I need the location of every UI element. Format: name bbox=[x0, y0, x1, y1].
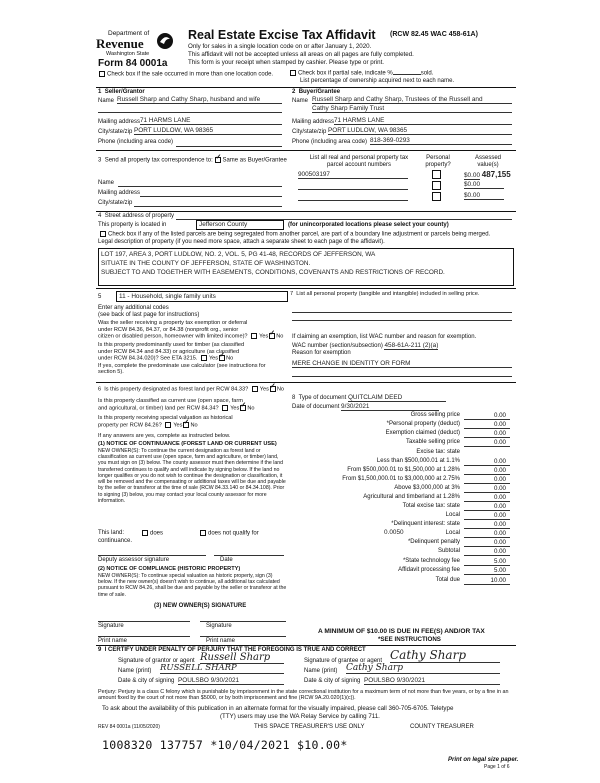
dept-line3: Washington State bbox=[106, 51, 150, 57]
historic-yes-checkbox[interactable] bbox=[165, 422, 171, 428]
tax-row-value[interactable]: 0.00 bbox=[493, 412, 506, 419]
tax-row-value[interactable]: 0.00 bbox=[493, 530, 506, 537]
continuance-label: continuance. bbox=[98, 538, 133, 544]
local-rate: 0.0050 bbox=[384, 529, 404, 536]
grantee-date-field[interactable]: POULSBO 9/30/2021 bbox=[364, 677, 500, 685]
tax-row-label: Total excise tax: state bbox=[402, 503, 460, 509]
tax-row-line bbox=[464, 510, 510, 511]
tax-row-line bbox=[464, 428, 510, 429]
tax-row-label: Subtotal bbox=[437, 548, 460, 554]
personal-checkbox-3[interactable] bbox=[432, 192, 441, 201]
accessibility-line-2: (TTY) users may use the WA Relay Service by calling 711. bbox=[220, 713, 380, 720]
tax-row-value[interactable]: 5.00 bbox=[493, 567, 506, 574]
seller-city-field[interactable]: PORT LUDLOW, WA 98365 bbox=[134, 127, 282, 135]
see-back-label: (see back of last page for instructions) bbox=[98, 312, 200, 318]
county-treasurer: COUNTY TREASURER bbox=[410, 724, 474, 730]
list-percentage-note: List percentage of ownership acquired next to each name. bbox=[300, 78, 455, 84]
buyer-city-label: City/state/zip bbox=[292, 129, 327, 135]
seller-heading: 1 Seller/Grantor bbox=[98, 89, 145, 95]
assessed-header: Assessed value(s) bbox=[474, 155, 501, 168]
buyer-name-field-2[interactable]: Cathy Sharp Family Trust bbox=[312, 105, 512, 113]
notice1-title: (1) NOTICE OF CONTINUANCE (FOREST LAND OR CURRENT USE) bbox=[98, 441, 277, 447]
tax-row-line bbox=[464, 555, 510, 556]
tax-row-label: From $500,000.01 to $1,500,000 at 1.28% bbox=[347, 467, 460, 473]
assessed-value-1[interactable]: $0.00 487,155 bbox=[464, 170, 511, 179]
seller-city-label: City/state/zip bbox=[98, 129, 133, 135]
new-owner-print-2[interactable]: Print name bbox=[206, 638, 236, 644]
street-address-label: 4 Street address of property bbox=[98, 213, 175, 219]
historic-no-checkbox[interactable] bbox=[183, 422, 189, 428]
personal-checkbox-2[interactable] bbox=[432, 181, 441, 190]
buyer-phone-label: Phone (including area code) bbox=[292, 139, 368, 145]
dor-logo-icon bbox=[156, 32, 174, 50]
partial-sale-check[interactable]: Check box if partial sale, indicate % sold. bbox=[288, 70, 433, 77]
corr-city-field[interactable] bbox=[134, 206, 282, 207]
tax-row-value[interactable]: 5.00 bbox=[493, 558, 506, 565]
tax-row-value[interactable]: 0.00 bbox=[493, 494, 506, 501]
new-owner-sig-heading: (3) NEW OWNER(S) SIGNATURE bbox=[154, 603, 247, 609]
treasurer-use: THIS SPACE TREASURER'S USE ONLY bbox=[254, 724, 365, 730]
treasurer-stamp: 1008320 137757 *10/04/2021 $10.00* bbox=[102, 738, 348, 752]
grantor-name-field[interactable]: RUSSELL SHARP bbox=[160, 663, 284, 674]
notice2-text: NEW OWNER(S): To continue special valuation as historic property, sign (3) below. If the new owner(s) doesn't wish to continue, all additional tax calculated pursuant to RCW 84.26, shall be due and payable by the seller or transferor at the time of sale. bbox=[98, 573, 287, 598]
historic-question: Is this property receiving special valuation as historical property per RCW 84.26? Yes✓ No bbox=[98, 415, 288, 429]
parcel-number-1[interactable]: 900503197 bbox=[298, 171, 408, 179]
corr-mailing-label: Mailing address bbox=[98, 190, 141, 196]
current-no-checkbox[interactable] bbox=[240, 405, 246, 411]
tax-row-label: *State technology fee bbox=[402, 558, 460, 564]
timber-question: Is this property predominantly used for timber (as classified under RCW 84.34 and 84.33) or agriculture (as classified under RCW 84.34.020)? See ETA 3215. Yes✓ No If yes, complete the predominate use calculator (see instructions for section 5). bbox=[98, 342, 288, 376]
tax-row-line bbox=[464, 446, 510, 447]
legal-paper-note: Print on legal size paper. bbox=[448, 757, 519, 763]
additional-codes-label: Enter any additional codes bbox=[98, 305, 169, 311]
buyer-phone-field[interactable]: 818-369-0293 bbox=[370, 137, 512, 145]
q2-yes-checkbox[interactable] bbox=[201, 355, 207, 361]
tax-row-value[interactable]: 0.00 bbox=[493, 421, 506, 428]
tax-row-line bbox=[464, 437, 510, 438]
doc-date-field[interactable]: 9/30/2021 bbox=[341, 403, 439, 411]
exemption-question: Was the seller receiving a property tax exemption or deferral under RCW 84.36, 84.37, or 84.38 (nonprofit org., senior citizen or disabled person, homeowner with limited income)? Yes✓ No bbox=[98, 320, 288, 341]
header-note-3: This form is your receipt when stamped by cashier. Please type or print. bbox=[188, 59, 385, 66]
county-select[interactable]: Jefferson County bbox=[196, 220, 284, 230]
this-land-label: This land: bbox=[98, 530, 125, 536]
tax-row-line bbox=[464, 519, 510, 520]
tax-row-value[interactable]: 0.00 bbox=[493, 548, 506, 555]
seller-name-label: Name bbox=[98, 98, 115, 104]
corr-city-label: City/state/zip bbox=[98, 200, 133, 206]
form-rcw: (RCW 82.45 WAC 458-61A) bbox=[390, 31, 478, 38]
legal-line-2: SITUATE IN THE COUNTY OF JEFFERSON, STATE OF WASHINGTON. bbox=[101, 260, 311, 267]
tax-row-label: Exemption claimed (deduct) bbox=[385, 430, 460, 436]
legal-line-1: LOT 197, AREA 3, PORT LUDLOW, NO. 2, VOL. 5, PG 41-48, RECORDS OF JEFFERSON, WA bbox=[101, 251, 376, 258]
tax-row-line bbox=[464, 565, 510, 566]
grantee-sig-label: Signature of grantee or agent bbox=[304, 658, 383, 664]
doc-date-row: Date of document 9/30/2021 bbox=[292, 403, 439, 411]
seller-phone-field[interactable] bbox=[176, 146, 282, 147]
q1-no-checkbox[interactable] bbox=[269, 333, 275, 339]
wac-row: WAC number (section/subsection) 458-61A-211 (2)(a) bbox=[292, 342, 439, 349]
tax-row-value[interactable]: 0.00 bbox=[493, 485, 506, 492]
tax-row-value[interactable]: 0.00 bbox=[493, 521, 506, 528]
grantor-signature[interactable]: Russell Sharp bbox=[200, 652, 284, 664]
doc-type-field[interactable]: QUITCLAIM DEED bbox=[348, 394, 446, 402]
does-checkbox[interactable]: does bbox=[140, 530, 163, 537]
seller-mailing-label: Mailing address bbox=[98, 119, 141, 125]
tax-row-label: Above $3,000,000 at 3% bbox=[394, 485, 460, 491]
reason-field[interactable]: MERE CHANGE IN IDENTITY OR FORM bbox=[292, 360, 512, 368]
reason-label: Reason for exemption bbox=[292, 350, 351, 356]
personal-header: Personal property? bbox=[425, 155, 451, 168]
tax-row-line bbox=[464, 584, 510, 585]
multi-location-check[interactable]: Check box if the sale occurred in more than one location code. bbox=[97, 71, 273, 78]
tax-row-label: *Personal property (deduct) bbox=[386, 421, 460, 427]
current-use-question: Is this property classified as current use (open space, farm and agricultural, or timber) land per RCW 84.34? Yes✓ No bbox=[98, 398, 288, 412]
tax-row-line bbox=[464, 492, 510, 493]
notice1-text: NEW OWNER(S): To continue the current designation as forest land or classification as current use (open space, farm and agriculture, or timber) land, you must sign on (3) below. The county assessor must then determine if the land transferred continues to qualify and will indicate by signing below. If the land no longer qualifies or you do not wish to continue the designation or classification, it will be removed and the compensating or additional taxes will be due and payable by the seller or transferor at the time of sale (RCW 84.33.140 or 84.34.108). Prior to signing (3) below, you may contact your local county assessor for more information. bbox=[98, 448, 286, 504]
parcel-header: List all real and personal property tax parcel account numbers bbox=[309, 155, 409, 168]
tax-row-line bbox=[464, 474, 510, 475]
same-as-buyer-checkbox[interactable] bbox=[215, 157, 221, 163]
tax-row-label: *Delinquent penalty bbox=[407, 539, 460, 545]
forest-no-checkbox[interactable] bbox=[270, 386, 276, 392]
tax-row-label: Excise tax: state bbox=[416, 449, 460, 455]
boundary-checkbox[interactable]: Check box if any of the listed parcels are being segregated from another parcel, are part of a boundary line adjustment or parcels being merged. bbox=[98, 231, 490, 238]
grantee-date-label: Date & city of signing bbox=[304, 678, 361, 684]
assessed-value-2[interactable]: $0.00 bbox=[464, 181, 504, 189]
buyer-name-field-1[interactable]: Russell Sharp and Cathy Sharp, Trustees of the Russell and bbox=[312, 96, 512, 104]
q2-no-checkbox[interactable] bbox=[219, 355, 225, 361]
tax-row-value[interactable]: 0.00 bbox=[493, 430, 506, 437]
grantor-sig-label: Signature of grantor or agent bbox=[118, 658, 195, 664]
header-note-1: Only for sales in a single location code on or after January 1, 2020. bbox=[188, 43, 372, 50]
grantee-signature[interactable]: Cathy Sharp bbox=[390, 648, 500, 663]
buyer-mailing-label: Mailing address bbox=[292, 119, 335, 125]
section-5-num: 5 bbox=[98, 294, 102, 300]
perjury-note: Perjury: Perjury is a class C felony which is punishable by imprisonment in the state correctional institution for a maximum term of not more than five years, or by a fine in an amount fixed by the court of not more than $5000, or by both imprisonment and fine (RCW 9A.20.020(1)(c)). bbox=[98, 689, 509, 702]
current-yes-checkbox[interactable] bbox=[222, 405, 228, 411]
grantor-date-label: Date & city of signing bbox=[118, 678, 175, 684]
buyer-mailing-field[interactable]: 71 HARMS LANE bbox=[334, 117, 512, 125]
doc-type-row: 8 Type of document QUITCLAIM DEED bbox=[292, 394, 446, 402]
form-number: Form 84 0001a bbox=[98, 58, 168, 69]
page-number: Page 1 of 6 bbox=[484, 764, 510, 770]
forest-yes-checkbox[interactable] bbox=[252, 386, 258, 392]
buyer-name-label: Name bbox=[292, 98, 309, 104]
new-owner-signature-2[interactable]: Signature bbox=[206, 623, 232, 629]
parcel-number-2[interactable] bbox=[298, 189, 408, 190]
tax-row-line bbox=[464, 419, 510, 420]
grantee-name-label: Name (print) bbox=[304, 668, 338, 674]
tax-row-value[interactable]: 0.00 bbox=[493, 503, 506, 510]
tax-row-label: Taxable selling price bbox=[405, 439, 460, 445]
parcel-number-3[interactable] bbox=[298, 200, 408, 201]
tax-row-label: Total due bbox=[435, 577, 460, 583]
q1-yes-checkbox[interactable] bbox=[251, 333, 257, 339]
new-owner-signature-1[interactable]: Signature bbox=[98, 623, 124, 629]
dept-line1: Department of bbox=[108, 30, 150, 37]
tax-row-line bbox=[464, 537, 510, 538]
buyer-heading: 2 Buyer/Grantee bbox=[292, 89, 341, 95]
corr-name-field[interactable] bbox=[118, 186, 282, 187]
tax-row-label: Agricultural and timberland at 1.28% bbox=[363, 494, 460, 500]
deputy-signature-label: Deputy assessor signature bbox=[98, 557, 170, 563]
tax-row-value[interactable]: 0.00 bbox=[493, 458, 506, 465]
dept-line2: Revenue bbox=[96, 36, 144, 51]
tax-row-line bbox=[464, 501, 510, 502]
tax-row-value[interactable]: 0.00 bbox=[493, 512, 506, 519]
legal-line-3: SUBJECT TO AND TOGETHER WITH EASEMENTS, CONDITIONS, COVENANTS AND RESTRICTIONS OF RECORD. bbox=[101, 269, 445, 276]
deputy-date-label: Date bbox=[220, 557, 233, 563]
correspondence-row: 3 Send all property tax correspondence to: ✓ Same as Buyer/Grantee bbox=[98, 157, 287, 164]
tax-row-value[interactable]: 0.00 bbox=[493, 476, 506, 483]
unincorporated-note: (for unincorporated locations please select your county) bbox=[288, 222, 449, 228]
grantor-date-field[interactable]: POULSBO 9/30/2021 bbox=[178, 677, 284, 685]
corr-name-label: Name bbox=[98, 180, 115, 186]
certify-heading: 9 I CERTIFY UNDER PENALTY OF PERJURY THAT THE FOREGOING IS TRUE AND CORRECT bbox=[98, 647, 366, 653]
see-instructions-note: *SEE INSTRUCTIONS bbox=[378, 636, 441, 643]
land-use-select[interactable]: 11 - Household, single family units bbox=[116, 291, 288, 302]
tax-row-line bbox=[464, 483, 510, 484]
personal-checkbox-1[interactable] bbox=[432, 170, 441, 179]
wac-field[interactable]: 458-61A-211 (2)(a) bbox=[384, 342, 439, 349]
personal-property-label: 7 List all personal property (tangible and intangible) included in selling price. bbox=[290, 291, 480, 297]
tax-row-value[interactable]: 0.00 bbox=[493, 439, 506, 446]
tax-row-label: Local bbox=[445, 512, 460, 518]
tax-row-label: From $1,500,000.01 to $3,000,000 at 2.75% bbox=[342, 476, 460, 482]
accessibility-line-1: To ask about the availability of this publication in an alternate format for the visually impaired, please call 360-705-6705. Teletype bbox=[102, 705, 454, 712]
tax-row-label: *Delinquent interest: state bbox=[391, 521, 460, 527]
tax-row-label: Gross selling price bbox=[410, 412, 460, 418]
grantor-name-label: Name (print) bbox=[118, 668, 152, 674]
corr-mailing-field[interactable] bbox=[140, 196, 282, 197]
form-revision: REV 84 0001a (11/05/2020) bbox=[98, 724, 160, 730]
tax-row-line bbox=[464, 528, 510, 529]
seller-mailing-field[interactable]: 71 HARMS LANE bbox=[140, 117, 282, 125]
tax-row-line bbox=[464, 546, 510, 547]
located-in-label: This property is located in bbox=[98, 222, 167, 228]
any-yes-note: If any answers are yes, complete as instructed below. bbox=[98, 433, 231, 439]
assessed-value-3[interactable]: $0.00 bbox=[464, 192, 504, 200]
new-owner-print-1[interactable]: Print name bbox=[98, 638, 128, 644]
does-not-checkbox[interactable]: does not qualify for bbox=[198, 530, 259, 537]
tax-row-value[interactable]: 0.00 bbox=[493, 539, 506, 546]
form-title: Real Estate Excise Tax Affidavit bbox=[188, 28, 376, 42]
tax-row-value[interactable]: 10.00 bbox=[490, 577, 506, 584]
tax-row-line bbox=[464, 465, 510, 466]
notice2-title: (2) NOTICE OF COMPLIANCE (HISTORIC PROPERTY) bbox=[98, 566, 241, 572]
legal-description-box[interactable] bbox=[98, 248, 514, 286]
exemption-claim-label: If claiming an exemption, list WAC number and reason for exemption. bbox=[292, 334, 477, 340]
header-note-2: This affidavit will not be accepted unless all areas on all pages are fully completed. bbox=[188, 51, 414, 58]
grantee-name-field[interactable]: Cathy Sharp bbox=[346, 663, 500, 674]
seller-name-field[interactable]: Russell Sharp and Cathy Sharp, husband and wife bbox=[117, 96, 282, 104]
forest-question: 6 Is this property designated as forest land per RCW 84.33? Yes✓ No bbox=[98, 386, 288, 393]
buyer-city-field[interactable]: PORT LUDLOW, WA 98365 bbox=[328, 127, 512, 135]
tax-row-line bbox=[464, 574, 510, 575]
seller-phone-label: Phone (including area code) bbox=[98, 139, 174, 145]
tax-row-label: Affidavit processing fee bbox=[398, 567, 460, 573]
tax-row-label: Less than $500,000.01 at 1.1% bbox=[376, 458, 460, 464]
minimum-due-note: A MINIMUM OF $10.00 IS DUE IN FEE(S) AND/OR TAX bbox=[318, 628, 485, 635]
tax-row-label: Local bbox=[445, 530, 460, 536]
legal-description-label: Legal description of property (if you need more space, attach a separate sheet to each page of the affidavit). bbox=[98, 239, 385, 245]
tax-row-value[interactable]: 0.00 bbox=[493, 467, 506, 474]
